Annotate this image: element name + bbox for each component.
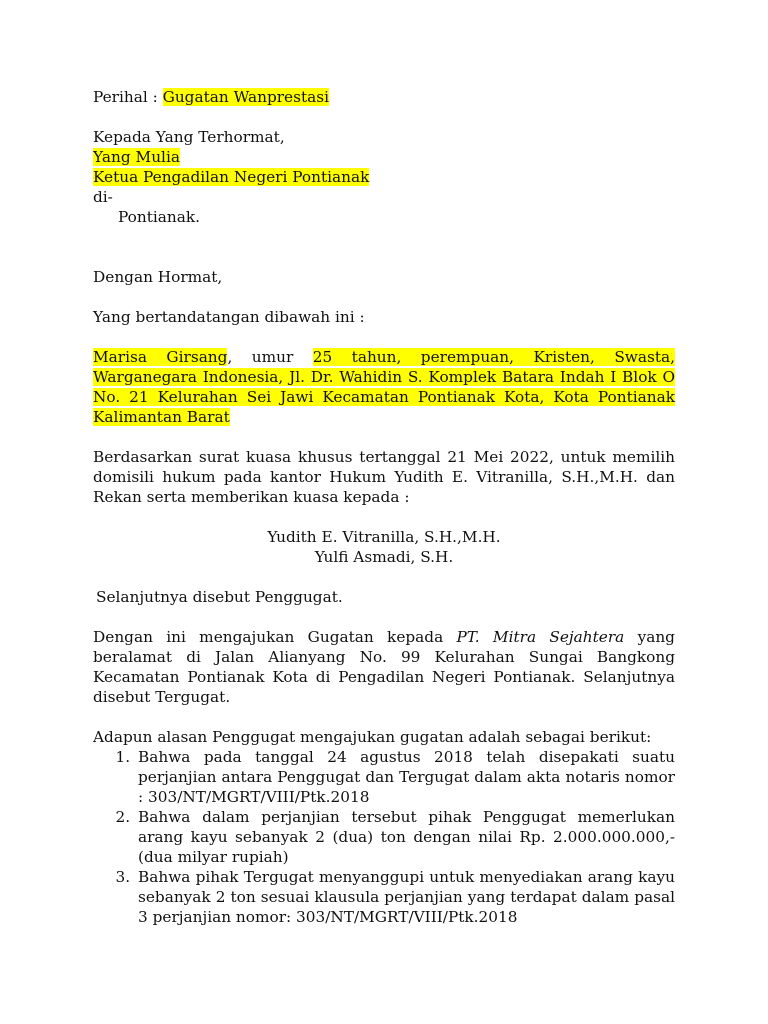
reasons-list — [93, 747, 675, 927]
recipient-di: di- — [93, 188, 113, 206]
plaintiff-sep: , umur — [227, 348, 313, 366]
recipient-city: Pontianak. — [118, 208, 200, 226]
list-item: 1. Bahwa pada tanggal 24 agustus 2018 telah disepakati suatu perjanjian antara Penggugat dan Tergugat dalam akta notaris nomor : 303/NT/MGRT/VIII/Ptk.2018 — [135, 747, 675, 807]
letter-page — [93, 87, 675, 927]
defendant-name: PT. Mitra Sejahtera — [456, 628, 625, 646]
recipient-court: Ketua Pengadilan Negeri Pontianak — [93, 168, 370, 186]
subject-value: Gugatan Wanprestasi — [162, 88, 329, 106]
signatory-intro: Yang bertandatangan dibawah ini : — [93, 308, 365, 326]
defendant-paragraph — [93, 627, 675, 707]
reasons-intro: Adapun alasan Penggugat mengajukan gugatan adalah sebagai berikut: — [93, 728, 652, 746]
defendant-intro: Dengan ini mengajukan Gugatan kepada — [93, 628, 457, 646]
greeting: Dengan Hormat, — [93, 268, 223, 286]
subject-line — [93, 87, 675, 107]
plaintiff-name: Marisa Girsang — [93, 348, 228, 366]
defendant-details: yang beralamat di Jalan Alianyang No. 99 Kelurahan Sungai Bangkong Kecamatan Pontianak Kota di Pengadilan Negeri Pontianak. Selanjutnya disebut Tergugat. — [93, 628, 675, 706]
attorney-1: Yudith E. Vitranilla, S.H.,M.H. — [267, 528, 501, 546]
plaintiff-designation: Selanjutnya disebut Penggugat. — [96, 588, 343, 606]
subject-label: Perihal : — [93, 88, 163, 106]
plaintiff-details: 25 tahun, perempuan, Kristen, Swasta, Warganegara Indonesia, Jl. Dr. Wahidin S. Komplek Batara Indah I Blok O No. 21 Kelurahan Sei Jawi Kecamatan Pontianak Kota, Kota Pontianak Kalimantan Barat — [93, 348, 675, 426]
power-of-attorney: Berdasarkan surat kuasa khusus tertanggal 21 Mei 2022, untuk memilih domisili hukum pada kantor Hukum Yudith E. Vitranilla, S.H.,M.H. dan Rekan serta memberikan kuasa kepada : — [93, 448, 675, 506]
plaintiff-identity — [93, 347, 675, 427]
recipient-title: Yang Mulia — [93, 148, 180, 166]
recipient-salutation: Kepada Yang Terhormat, — [93, 128, 285, 146]
list-item: 3. Bahwa pihak Tergugat menyanggupi untuk menyediakan arang kayu sebanyak 2 ton sesuai klausula perjanjian yang terdapat dalam pasal 3 perjanjian nomor: 303/NT/MGRT/VIII/Ptk.2018 — [135, 867, 675, 927]
attorney-2: Yulfi Asmadi, S.H. — [314, 548, 454, 566]
list-item: 2. Bahwa dalam perjanjian tersebut pihak Penggugat memerlukan arang kayu sebanyak 2 (dua) ton dengan nilai Rp. 2.000.000.000,- (dua milyar rupiah) — [135, 807, 675, 867]
